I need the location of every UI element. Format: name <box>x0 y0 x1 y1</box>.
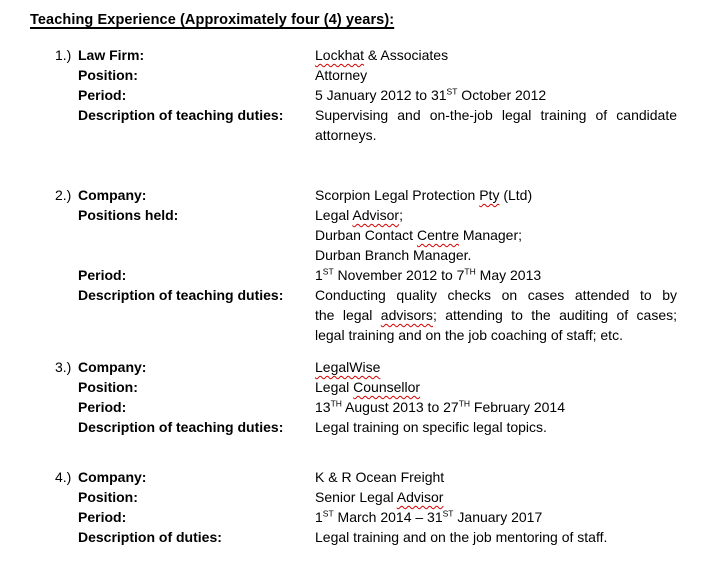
entry-number: 3.) <box>55 359 72 375</box>
value-line <box>315 417 677 437</box>
ordinal-superscript: ST <box>446 86 458 97</box>
field-label: Period: <box>78 509 127 525</box>
field-label: Company: <box>78 187 147 203</box>
value-text: Legal training and on the job mentoring of staff. <box>315 529 608 545</box>
spellcheck-word: Centre <box>416 227 459 243</box>
value-line <box>315 527 677 547</box>
value-line <box>315 85 677 105</box>
value-text: August 2013 to 27 <box>341 399 459 415</box>
field-value <box>315 45 677 65</box>
field-value <box>315 205 677 265</box>
value-text: 1 <box>315 267 323 283</box>
value-text: 5 January 2012 to 31 <box>315 87 447 103</box>
entry-law-firm <box>55 45 701 145</box>
section-title: Teaching Experience (Approximately four (4) years): <box>30 12 395 28</box>
spellcheck-word: LegalWise <box>315 359 381 375</box>
value-text: Supervising and on-the-job legal training of candidate <box>315 107 677 123</box>
field-value <box>315 377 677 397</box>
field-row <box>55 285 701 345</box>
value-text: February 2014 <box>470 399 565 415</box>
field-row <box>55 45 701 65</box>
value-text: March 2014 – 31 <box>333 509 443 525</box>
ordinal-superscript: ST <box>442 508 454 519</box>
field-row <box>55 357 701 377</box>
value-line <box>315 467 677 487</box>
field-label: Positions held: <box>78 207 179 223</box>
field-label: Period: <box>78 87 127 103</box>
field-row <box>55 377 701 397</box>
value-text: 13 <box>315 399 331 415</box>
value-line <box>315 507 677 527</box>
field-label: Law Firm: <box>78 47 145 63</box>
value-text: November 2012 to 7 <box>333 267 465 283</box>
entry-kr-ocean-freight <box>55 467 701 547</box>
field-row <box>55 65 701 85</box>
spellcheck-word: Advisor <box>352 207 400 223</box>
value-text: K & R Ocean Freight <box>315 469 445 485</box>
value-text: legal training and on the job coaching of staff; etc. <box>315 327 623 343</box>
field-label: Period: <box>78 399 127 415</box>
value-text: May 2013 <box>475 267 542 283</box>
value-line <box>315 225 677 245</box>
value-text: (Ltd) <box>499 187 533 203</box>
value-text: ; <box>399 207 403 223</box>
field-row <box>55 105 701 145</box>
value-line <box>315 65 677 85</box>
value-text: & Associates <box>364 47 449 63</box>
experience-entries <box>0 45 701 547</box>
value-text: Durban Contact <box>315 227 417 243</box>
value-text: Senior Legal <box>315 489 397 505</box>
field-value <box>315 357 677 377</box>
entry-number: 4.) <box>55 469 72 485</box>
ordinal-superscript: TH <box>464 266 476 277</box>
field-value <box>315 397 677 417</box>
field-label: Position: <box>78 67 138 83</box>
field-label: Company: <box>78 359 147 375</box>
value-text: January 2017 <box>453 509 543 525</box>
field-row <box>55 185 701 205</box>
value-line <box>315 185 677 205</box>
field-label: Company: <box>78 469 147 485</box>
value-line <box>315 487 677 507</box>
field-value <box>315 65 677 85</box>
field-value <box>315 265 677 285</box>
ordinal-superscript: ST <box>322 266 334 277</box>
value-text: attorneys. <box>315 127 377 143</box>
field-row <box>55 507 701 527</box>
spellcheck-word: Counsellor <box>353 379 421 395</box>
spellcheck-word: Advisor <box>396 489 444 505</box>
value-line <box>315 325 677 345</box>
entry-number: 1.) <box>55 47 72 63</box>
value-text: October 2012 <box>457 87 547 103</box>
spellcheck-word: advisors <box>380 307 433 323</box>
ordinal-superscript: TH <box>330 398 342 409</box>
field-value <box>315 85 677 105</box>
field-value <box>315 105 677 145</box>
value-line <box>315 245 677 265</box>
field-value <box>315 507 677 527</box>
value-text: Legal <box>315 207 353 223</box>
value-line <box>315 205 677 225</box>
field-label: Description of teaching duties: <box>78 287 284 303</box>
field-row <box>55 397 701 417</box>
field-row <box>55 265 701 285</box>
field-value <box>315 417 677 437</box>
value-text: Manager; <box>458 227 523 243</box>
field-label: Description of duties: <box>78 529 222 545</box>
value-text: Durban Branch Manager. <box>315 247 472 263</box>
field-label: Period: <box>78 267 127 283</box>
field-row <box>55 527 701 547</box>
value-line <box>315 357 677 377</box>
value-line <box>315 45 677 65</box>
value-line <box>315 305 677 325</box>
value-text: ; attending to the auditing of cases; <box>432 307 677 323</box>
field-label: Description of teaching duties: <box>78 107 284 123</box>
field-value <box>315 527 677 547</box>
ordinal-superscript: TH <box>458 398 471 409</box>
value-text: Attorney <box>315 67 368 83</box>
ordinal-superscript: ST <box>322 508 334 519</box>
value-text: Scorpion Legal Protection <box>315 187 480 203</box>
entry-scorpion <box>55 185 701 345</box>
field-row <box>55 487 701 507</box>
value-text: 1 <box>315 509 323 525</box>
field-label: Position: <box>78 489 138 505</box>
value-line <box>315 105 677 125</box>
spellcheck-word: Lockhat <box>315 47 365 63</box>
value-line <box>315 377 677 397</box>
value-line <box>315 265 677 285</box>
field-value <box>315 185 677 205</box>
entry-number: 2.) <box>55 187 72 203</box>
field-value <box>315 487 677 507</box>
field-row <box>55 85 701 105</box>
field-label: Description of teaching duties: <box>78 419 284 435</box>
value-line <box>315 285 677 305</box>
field-value <box>315 285 677 345</box>
field-label: Position: <box>78 379 138 395</box>
value-line <box>315 125 677 145</box>
entry-legalwise <box>55 357 701 437</box>
spellcheck-word: Pty <box>479 187 500 203</box>
field-row <box>55 417 701 437</box>
field-row <box>55 467 701 487</box>
field-row <box>55 205 701 265</box>
field-value <box>315 467 677 487</box>
value-text: Legal training on specific legal topics. <box>315 419 547 435</box>
value-line <box>315 397 677 417</box>
value-text: the legal <box>315 307 381 323</box>
value-text: Legal <box>315 379 354 395</box>
value-text: Conducting quality checks on cases attended to by <box>315 287 677 303</box>
